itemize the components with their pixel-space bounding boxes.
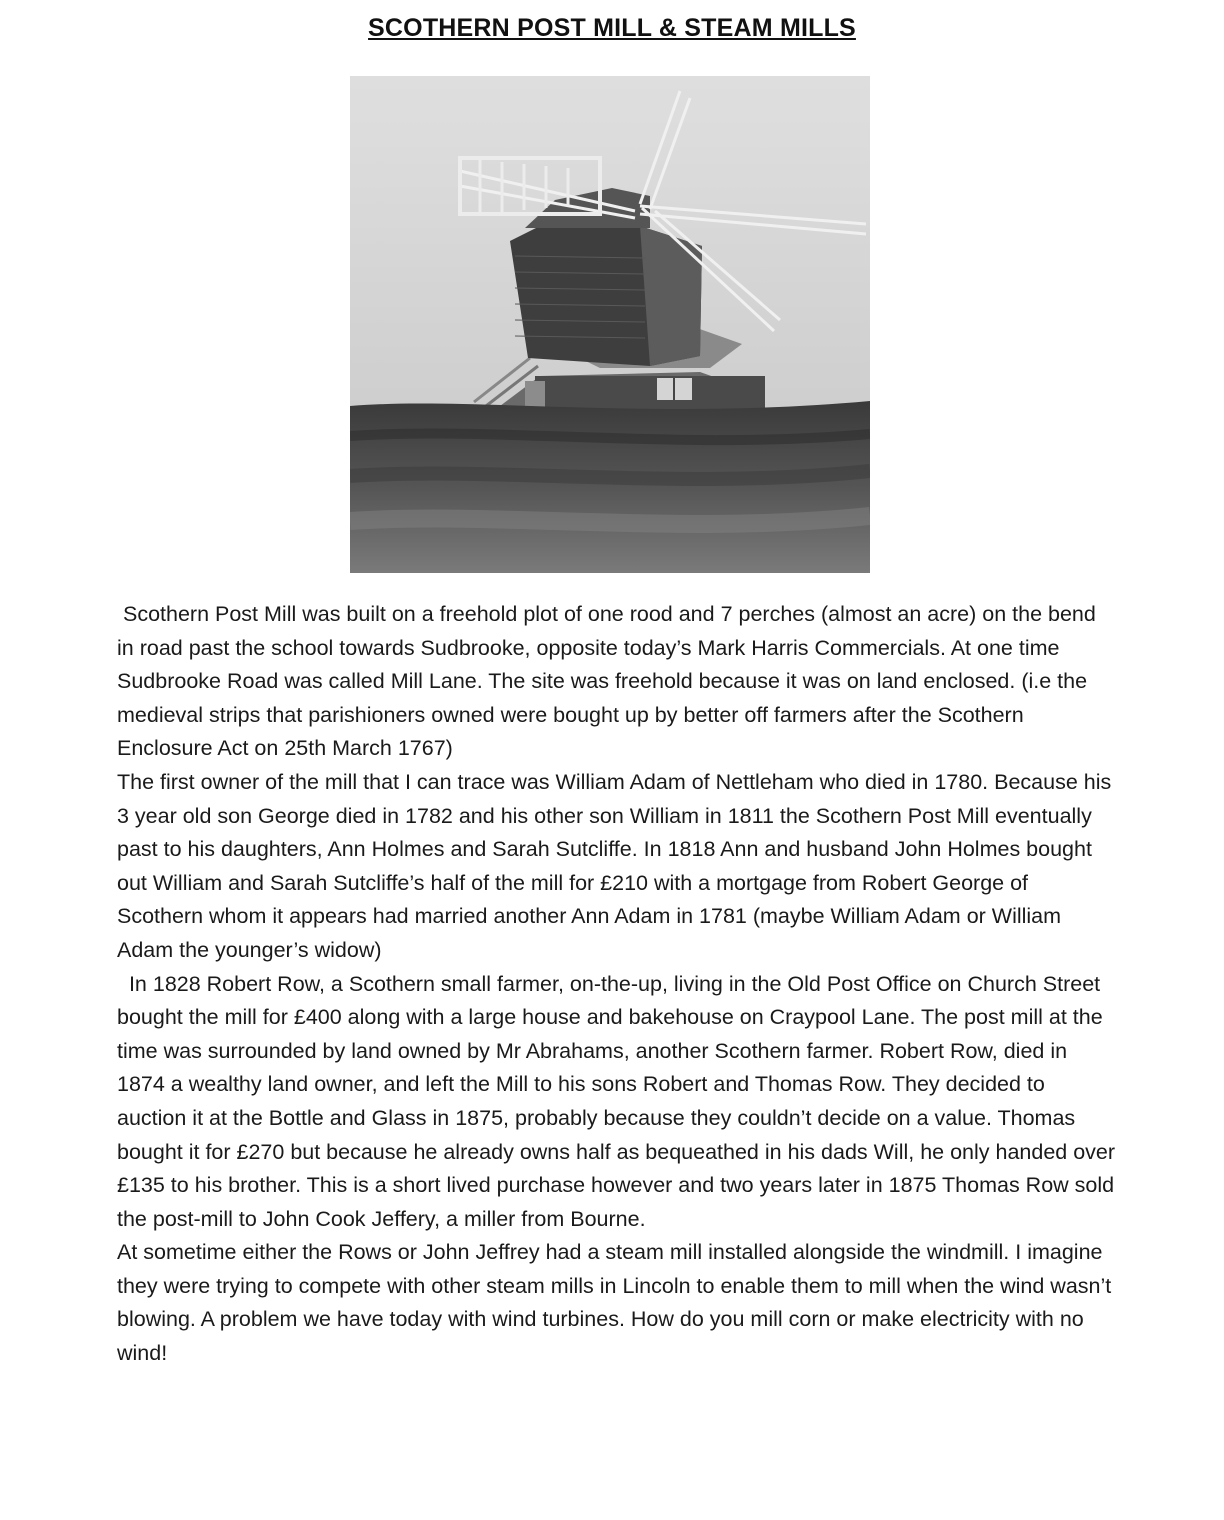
paragraph: The first owner of the mill that I can trace was William Adam of Nettleham who died in 1780. Because his 3 year old son George died in 1782 and his other son William in 1811 the Scothern Post Mill eventually past to his daughters, Ann Holmes and Sarah Sutcliffe. In 1818 Ann and husband John Holmes bought out William and Sarah Sutcliffe’s half of the mill for £210 with a mortgage from Robert George of Scothern whom it appears had married another Ann Adam in 1781 (maybe William Adam or William Adam the younger’s widow) — [117, 769, 1118, 962]
page-title: SCOTHERN POST MILL & STEAM MILLS — [368, 14, 856, 42]
paragraph: In 1828 Robert Row, a Scothern small farmer, on-the-up, living in the Old Post Office on Church Street bought the mill for £400 along with a large house and bakehouse on Craypool Lane. The post mill at the time was surrounded by land owned by Mr Abrahams, another Scothern farmer. Robert Row, died in 1874 a wealthy land owner, and left the Mill to his sons Robert and Thomas Row. They decided to auction it at the Bottle and Glass in 1875, probably because they couldn’t decide on a value. Thomas bought it for £270 but because he already owns half as bequeathed in his dads Will, he only handed over £135 to his brother. This is a short lived purchase however and two years later in 1875 Thomas Row sold the post-mill to John Cook Jeffery, a miller from Bourne. — [117, 971, 1122, 1231]
windmill-photo — [350, 76, 870, 573]
article-body — [117, 598, 1122, 1371]
paragraph: At sometime either the Rows or John Jeffrey had a steam mill installed alongside the windmill. I imagine they were trying to compete with other steam mills in Lincoln to enable them to mill when the wind wasn’t blowing. A problem we have today with wind turbines. How do you mill corn or make electricity with no wind! — [117, 1240, 1118, 1366]
paragraph: Scothern Post Mill was built on a freehold plot of one rood and 7 perches (almost an acre) on the bend in road past the school towards Sudbrooke, opposite today’s Mark Harris Commercials. At one time Sudbrooke Road was called Mill Lane. The site was freehold because it was on land enclosed. (i.e the medieval strips that parishioners owned were bought up by better off farmers after the Scothern Enclosure Act on 25th March 1767) — [117, 602, 1102, 761]
